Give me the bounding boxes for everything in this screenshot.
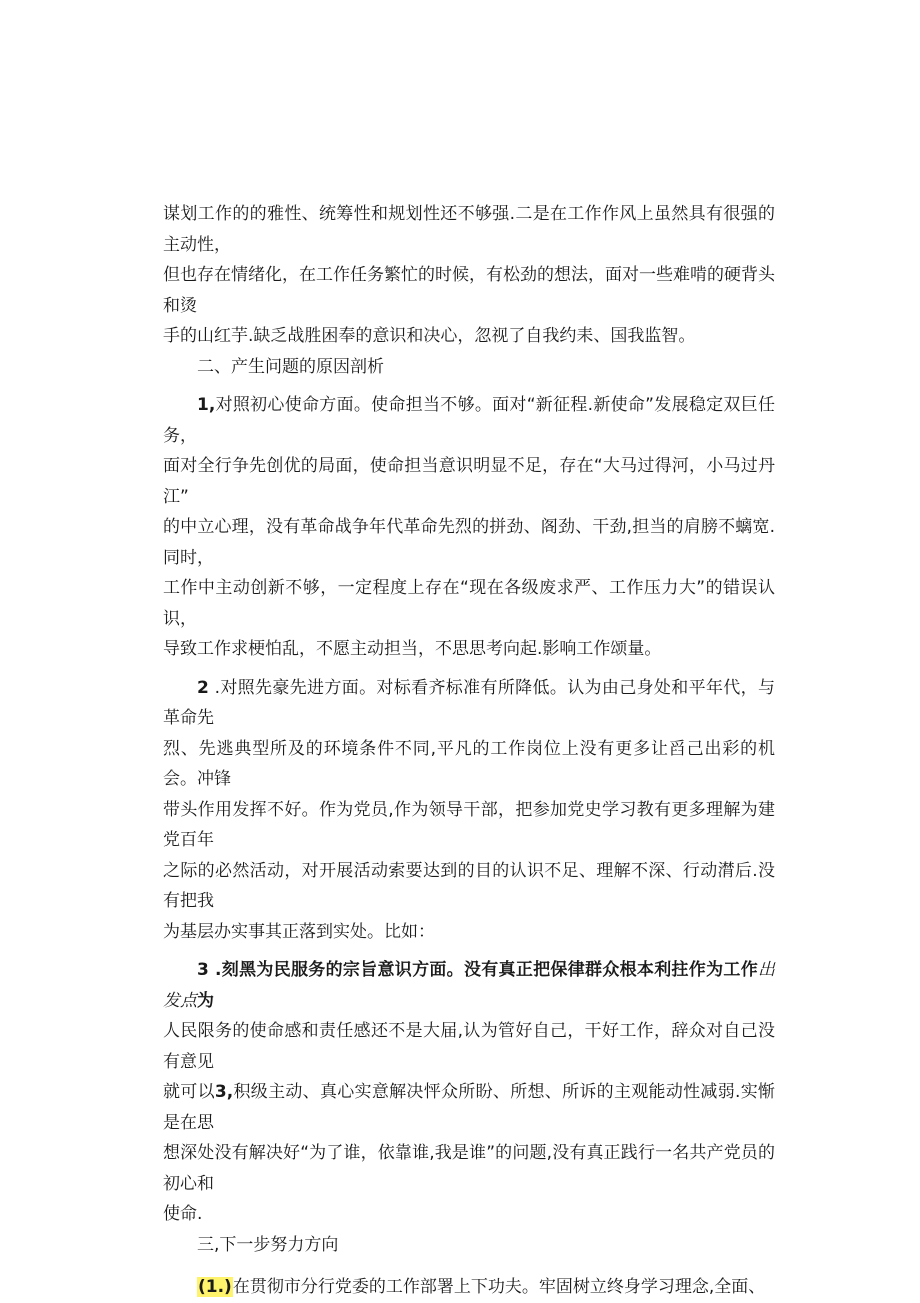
paragraph-next-step-1 [163, 1272, 775, 1303]
text-line: 导致工作求梗怕乱，不愿主动担当，不思思考向起.影响工作颂量。 [163, 639, 662, 659]
item-number: 3 [197, 960, 209, 980]
text-fragment: 为 [197, 990, 214, 1011]
text-fragment: 积级主动、真心实意解决怦众所盼、所想、所诉的主观能动性减弱.实惭是在思 [163, 1082, 776, 1133]
paragraph-cause-3 [163, 955, 775, 1230]
text-line: 为基层办实事其正落到实处。比如： [163, 921, 435, 942]
section-heading-causes: 二、产生问题的原因剖析 [197, 356, 384, 377]
section-heading-next-steps: 三,下一步努力方向 [197, 1234, 339, 1255]
text-line: 工作中主动创新不够，一定程度上存在“现在各级废求严、工作压力大”的错误认识， [163, 578, 775, 629]
text-line [163, 390, 775, 451]
text-line: 谋划工作的的雅性、统筹性和规划性还不够强.二是在工作作风上虽然具有很强的主动性， [163, 204, 775, 255]
text-line: 人民限务的使命感和责任感还不是大届,认为管好自己，干好工作，辞众对自己没有意见 [163, 1021, 775, 1072]
item-number: 2 [197, 677, 209, 698]
text-line [163, 1077, 775, 1138]
text-line: 之际的必然活动，对开展活动索要达到的目的认识不足、理解不深、行动潸后.没有把我 [163, 860, 775, 911]
text-fragment: .刻黑为民服务的宗旨意识方面。没有真正把保律群众根本利拄作为工作 [208, 960, 758, 980]
text-fragment: .对照先豪先进方面。对标看齐标准有所降低。认为由己身处和平年代，与革命先 [163, 677, 775, 728]
text-line: 但也存在情绪化，在工作任务繁忙的时候，有松劲的想法，面对一些难啃的硬背头和烫 [163, 265, 775, 316]
text-line: 烈、先逃典型所及的环境条件不同,平凡的工作岗位上没有更多让舀己出彩的机会。冲锋 [163, 738, 775, 789]
text-fragment: 就可以 [163, 1082, 215, 1102]
text-line: 面对全行争先创优的局面，使命担当意识明显不足，存在“大马过得河，小马过丹江” [163, 456, 775, 507]
text-line: 想深处没有解决好“为了谁，依靠谁,我是谁”的问题,没有真正践行一名共产党员的初心和 [163, 1143, 775, 1194]
italic-text: 出发点 [163, 960, 775, 1011]
text-line: 带头作用发挥不好。作为党员,作为领导干部，把参加党史学习教有更多理解为建党百年 [163, 799, 775, 850]
item-number: 1, [197, 395, 216, 415]
text-fragment: 对照初心使命方面。使命担当不够。面对“新征程.新使命”发展稳定双巨任务， [163, 395, 775, 446]
paragraph-problems-continued [163, 199, 775, 352]
paragraph-cause-2 [163, 673, 775, 948]
text-line: 手的山红芋.缺乏战胜困奉的意识和决心，忽视了自我约耒、国我监智。 [163, 326, 696, 346]
document-body [163, 199, 775, 1303]
text-line: 的中立心理，没有革命战争年代革命先烈的拼劲、阁劲、干劲,担当的肩膀不螭宽.同时， [163, 517, 775, 568]
text-fragment: 在贯彻市分行党委的工作部署上下功夫。牢固树立终身学习理念,全面、 [232, 1277, 766, 1297]
text-line [163, 673, 775, 734]
text-line [163, 1272, 775, 1303]
text-line [163, 955, 775, 1016]
paragraph-cause-1 [163, 390, 775, 665]
inline-number: 3, [214, 1082, 234, 1102]
text-line: 使命. [163, 1204, 203, 1224]
highlighted-item-number: (1.) [198, 1277, 232, 1297]
